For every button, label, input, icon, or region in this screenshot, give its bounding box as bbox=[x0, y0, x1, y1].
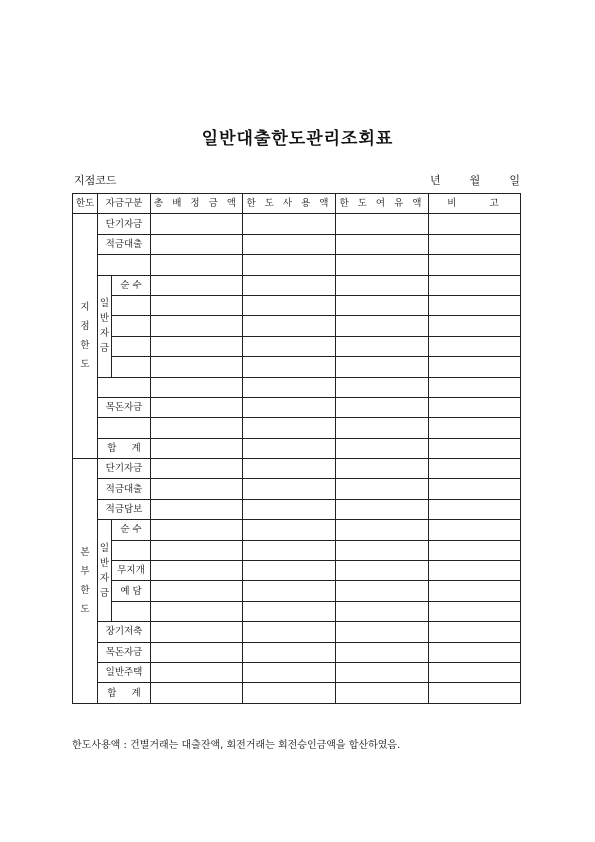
table-cell[interactable] bbox=[336, 581, 429, 601]
table-cell[interactable] bbox=[151, 561, 243, 581]
table-cell[interactable] bbox=[336, 438, 429, 458]
table-cell[interactable] bbox=[151, 662, 243, 682]
hq-limit-label: 본 부 한 도 bbox=[73, 459, 98, 704]
table-cell[interactable] bbox=[336, 642, 429, 662]
table-cell[interactable] bbox=[243, 255, 336, 275]
month-label: 월 bbox=[469, 174, 481, 187]
table-cell[interactable] bbox=[429, 316, 521, 336]
table-cell[interactable] bbox=[151, 377, 243, 397]
table-row bbox=[73, 316, 521, 336]
table-cell[interactable] bbox=[243, 357, 336, 377]
row-label: 순 수 bbox=[112, 520, 151, 540]
table-cell[interactable] bbox=[429, 540, 521, 560]
table-cell[interactable] bbox=[151, 357, 243, 377]
table-cell[interactable] bbox=[429, 438, 521, 458]
table-cell[interactable] bbox=[429, 397, 521, 417]
row-label bbox=[112, 357, 151, 377]
table-row bbox=[73, 459, 521, 479]
row-label bbox=[98, 255, 151, 275]
table-cell[interactable] bbox=[336, 255, 429, 275]
branch-limit-label: 지 점 한 도 bbox=[73, 214, 98, 459]
table-cell[interactable] bbox=[429, 459, 521, 479]
branch-total-label: 합 계 bbox=[98, 438, 151, 458]
table-cell[interactable] bbox=[336, 397, 429, 417]
row-label bbox=[98, 377, 151, 397]
table-cell[interactable] bbox=[151, 683, 243, 703]
table-cell[interactable] bbox=[151, 459, 243, 479]
row-label: 적금대출 bbox=[98, 479, 151, 499]
table-cell[interactable] bbox=[429, 479, 521, 499]
loan-limit-table bbox=[72, 193, 521, 704]
table-cell[interactable] bbox=[151, 601, 243, 621]
table-cell[interactable] bbox=[151, 479, 243, 499]
table-cell[interactable] bbox=[336, 275, 429, 295]
table-cell[interactable] bbox=[429, 662, 521, 682]
table-cell[interactable] bbox=[243, 520, 336, 540]
table-cell[interactable] bbox=[151, 275, 243, 295]
row-label: 순 수 bbox=[112, 275, 151, 295]
row-label bbox=[112, 295, 151, 315]
table-cell[interactable] bbox=[243, 561, 336, 581]
table-cell[interactable] bbox=[429, 642, 521, 662]
year-label: 년 bbox=[430, 174, 441, 187]
table-row bbox=[73, 438, 521, 458]
table-cell[interactable] bbox=[151, 234, 243, 254]
table-cell[interactable] bbox=[243, 499, 336, 519]
table-cell[interactable] bbox=[336, 214, 429, 234]
table-cell[interactable] bbox=[429, 295, 521, 315]
table-cell[interactable] bbox=[243, 459, 336, 479]
table-cell[interactable] bbox=[429, 377, 521, 397]
row-label: 적금담보 bbox=[98, 499, 151, 519]
header-used-amount: 한 도 사 용 액 bbox=[243, 194, 336, 214]
row-label bbox=[112, 540, 151, 560]
table-cell[interactable] bbox=[243, 438, 336, 458]
table-row bbox=[73, 520, 521, 540]
table-cell[interactable] bbox=[151, 540, 243, 560]
table-cell[interactable] bbox=[429, 581, 521, 601]
table-row bbox=[73, 479, 521, 499]
row-label: 목돈자금 bbox=[98, 397, 151, 417]
row-label: 단기자금 bbox=[98, 459, 151, 479]
table-row bbox=[73, 581, 521, 601]
header-allocated-amount: 총 배 정 금 액 bbox=[151, 194, 243, 214]
footnote: 한도사용액 : 건별거래는 대출잔액, 회전거래는 회전승인금액을 합산하였음. bbox=[72, 740, 401, 751]
table-cell[interactable] bbox=[243, 377, 336, 397]
table-cell[interactable] bbox=[336, 499, 429, 519]
table-row bbox=[73, 418, 521, 438]
table-cell[interactable] bbox=[243, 234, 336, 254]
row-label: 장기저축 bbox=[98, 622, 151, 642]
branch-general-fund-label: 일 반 자 금 bbox=[98, 275, 112, 377]
table-row bbox=[73, 234, 521, 254]
table-cell[interactable] bbox=[429, 336, 521, 356]
table-cell[interactable] bbox=[429, 214, 521, 234]
table-cell[interactable] bbox=[243, 581, 336, 601]
table-cell[interactable] bbox=[151, 214, 243, 234]
table-row bbox=[73, 377, 521, 397]
row-label: 적금대출 bbox=[98, 234, 151, 254]
table-cell[interactable] bbox=[243, 622, 336, 642]
header-remarks: 비 고 bbox=[429, 194, 521, 214]
table-row bbox=[73, 601, 521, 621]
table-cell[interactable] bbox=[336, 683, 429, 703]
table-cell[interactable] bbox=[429, 357, 521, 377]
table-row bbox=[73, 622, 521, 642]
table-cell[interactable] bbox=[336, 316, 429, 336]
table-cell[interactable] bbox=[151, 397, 243, 417]
table-cell[interactable] bbox=[243, 214, 336, 234]
table-cell[interactable] bbox=[151, 336, 243, 356]
table-row bbox=[73, 255, 521, 275]
row-label: 일반주택 bbox=[98, 662, 151, 682]
table-cell[interactable] bbox=[336, 622, 429, 642]
table-cell[interactable] bbox=[243, 295, 336, 315]
table-row bbox=[73, 662, 521, 682]
row-label: 예 담 bbox=[112, 581, 151, 601]
date-fields bbox=[430, 172, 520, 188]
table-row bbox=[73, 275, 521, 295]
page-title: 일반대출한도관리조회표 bbox=[201, 129, 394, 149]
table-row bbox=[73, 683, 521, 703]
row-label bbox=[98, 418, 151, 438]
table-cell[interactable] bbox=[243, 642, 336, 662]
table-row bbox=[73, 561, 521, 581]
table-cell[interactable] bbox=[429, 683, 521, 703]
table-row bbox=[73, 397, 521, 417]
table-cell[interactable] bbox=[429, 520, 521, 540]
header-limit: 한도 bbox=[73, 194, 98, 214]
header-remaining-amount: 한 도 여 유 액 bbox=[336, 194, 429, 214]
table-cell[interactable] bbox=[243, 601, 336, 621]
table-row bbox=[73, 336, 521, 356]
table-cell[interactable] bbox=[243, 275, 336, 295]
table-cell[interactable] bbox=[429, 275, 521, 295]
table-cell[interactable] bbox=[151, 499, 243, 519]
table-cell[interactable] bbox=[151, 295, 243, 315]
header-fund-type: 자금구분 bbox=[98, 194, 151, 214]
table-cell[interactable] bbox=[243, 479, 336, 499]
table-row bbox=[73, 499, 521, 519]
table-cell[interactable] bbox=[243, 397, 336, 417]
table-cell[interactable] bbox=[336, 561, 429, 581]
table-cell[interactable] bbox=[336, 357, 429, 377]
branch-code-label: 지점코드 bbox=[74, 174, 117, 187]
table-cell[interactable] bbox=[243, 683, 336, 703]
row-label bbox=[112, 601, 151, 621]
day-label: 일 bbox=[509, 174, 520, 187]
table-cell[interactable] bbox=[336, 601, 429, 621]
table-cell[interactable] bbox=[151, 255, 243, 275]
table-cell[interactable] bbox=[336, 336, 429, 356]
table-cell[interactable] bbox=[429, 561, 521, 581]
table-row bbox=[73, 357, 521, 377]
table-cell[interactable] bbox=[336, 479, 429, 499]
table-cell[interactable] bbox=[151, 418, 243, 438]
table-cell[interactable] bbox=[243, 316, 336, 336]
row-label bbox=[112, 336, 151, 356]
table-cell[interactable] bbox=[151, 438, 243, 458]
table-cell[interactable] bbox=[151, 642, 243, 662]
table-cell[interactable] bbox=[429, 418, 521, 438]
row-label: 무지개 bbox=[112, 561, 151, 581]
table-cell[interactable] bbox=[336, 540, 429, 560]
table-cell[interactable] bbox=[336, 295, 429, 315]
table-cell[interactable] bbox=[151, 622, 243, 642]
table-cell[interactable] bbox=[336, 418, 429, 438]
table-cell[interactable] bbox=[336, 234, 429, 254]
table-cell[interactable] bbox=[243, 418, 336, 438]
row-label: 목돈자금 bbox=[98, 642, 151, 662]
table-cell[interactable] bbox=[336, 377, 429, 397]
table-row bbox=[73, 214, 521, 234]
table-cell[interactable] bbox=[336, 459, 429, 479]
table-cell[interactable] bbox=[151, 316, 243, 336]
table-cell[interactable] bbox=[243, 336, 336, 356]
table-cell[interactable] bbox=[151, 581, 243, 601]
table-cell[interactable] bbox=[429, 234, 521, 254]
row-label: 단기자금 bbox=[98, 214, 151, 234]
table-cell[interactable] bbox=[336, 520, 429, 540]
table-row bbox=[73, 295, 521, 315]
table-row bbox=[73, 642, 521, 662]
table-cell[interactable] bbox=[243, 540, 336, 560]
hq-total-label: 합 계 bbox=[98, 683, 151, 703]
table-cell[interactable] bbox=[336, 662, 429, 682]
table-row bbox=[73, 540, 521, 560]
table-cell[interactable] bbox=[429, 622, 521, 642]
table-cell[interactable] bbox=[429, 499, 521, 519]
table-cell[interactable] bbox=[429, 255, 521, 275]
row-label bbox=[112, 316, 151, 336]
table-cell[interactable] bbox=[243, 662, 336, 682]
hq-general-fund-label: 일 반 자 금 bbox=[98, 520, 112, 622]
table-cell[interactable] bbox=[151, 520, 243, 540]
table-cell[interactable] bbox=[429, 601, 521, 621]
table-header-row bbox=[73, 194, 521, 214]
